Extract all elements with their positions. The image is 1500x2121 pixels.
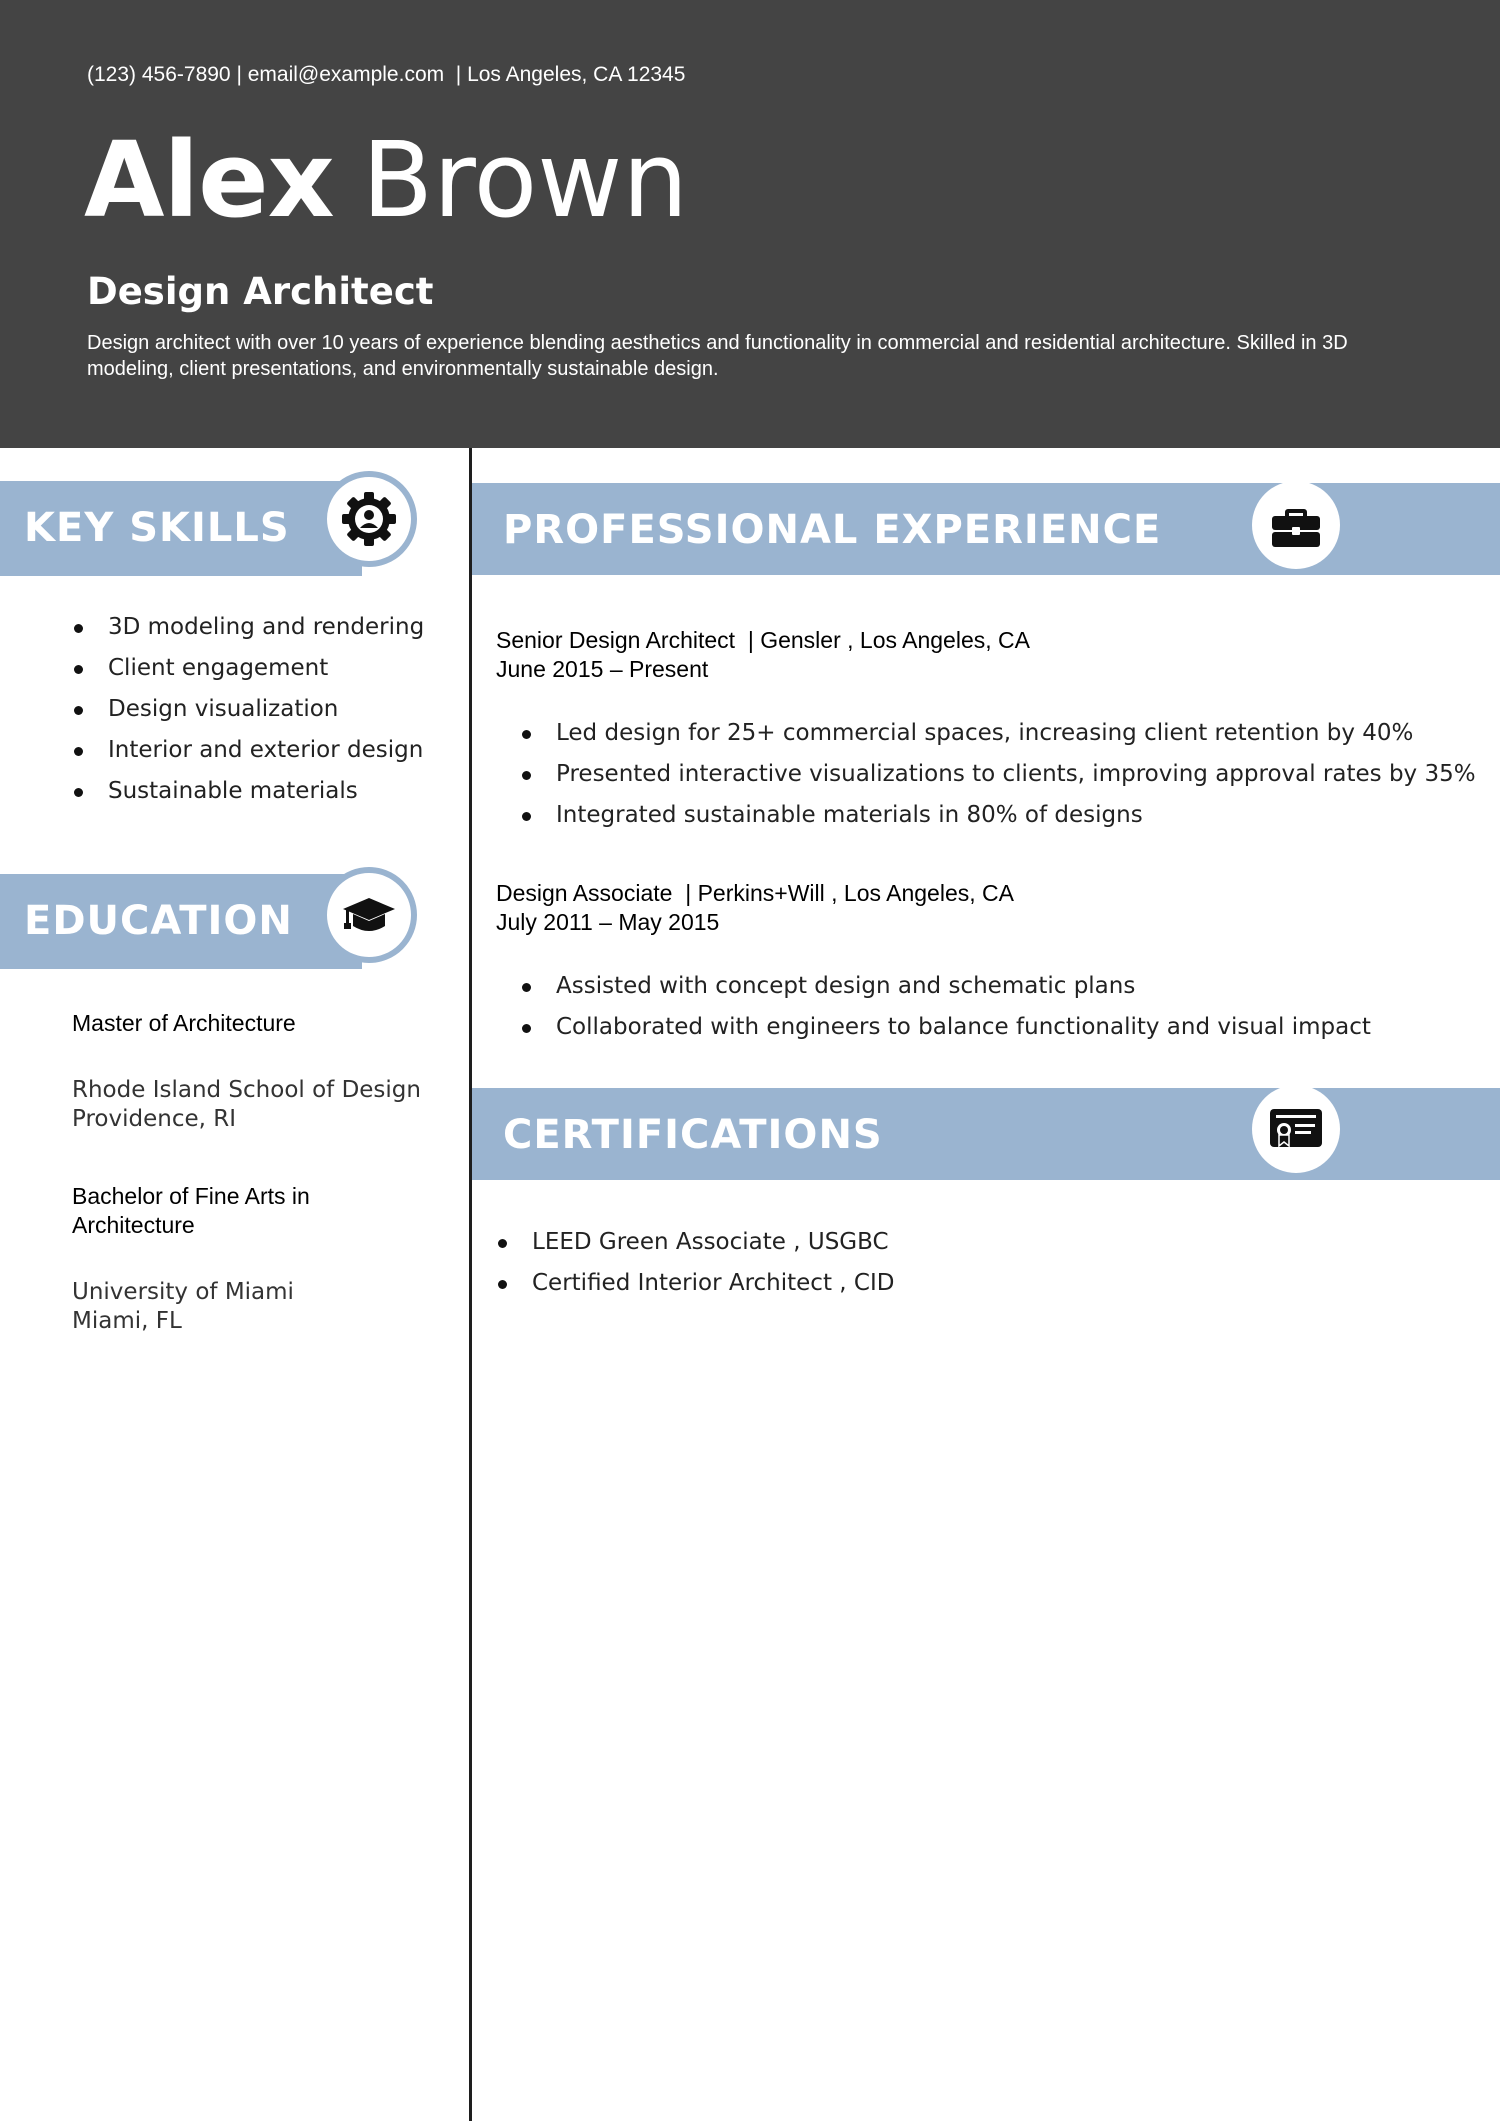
job-dates: June 2015 – Present [496, 656, 709, 682]
job-title: Design Architect [87, 270, 434, 313]
education-icon-badge [321, 867, 417, 963]
list-item: Led design for 25+ commercial spaces, increasing client retention by 40% [520, 713, 1476, 754]
education-entry-school [72, 1076, 421, 1134]
list-item: Design visualization [72, 689, 424, 730]
list-item: 3D modeling and rendering [72, 607, 424, 648]
professional-summary: Design architect with over 10 years of experience blending aesthetics and functionality in commercial and residential architecture. Skilled in 3D modeling, client presentations, and environmentally sustainable design. [87, 332, 1348, 380]
contact-line: (123) 456-7890 | email@example.com | Los Angeles, CA 12345 [87, 63, 686, 86]
certificate-icon [1267, 1100, 1325, 1158]
school-name: Rhode Island School of Design [72, 1077, 421, 1103]
column-divider [469, 448, 472, 2121]
list-item: Sustainable materials [72, 771, 424, 812]
degree-name: Bachelor of Fine Arts in Architecture [72, 1183, 310, 1238]
certifications-heading: CERTIFICATIONS [503, 1112, 883, 1158]
education-banner [0, 874, 362, 969]
job-title-line: Design Associate | Perkins+Will , Los Angeles, CA [496, 880, 1014, 906]
resume-header [0, 0, 1500, 448]
first-name: Alex [84, 119, 334, 241]
job-dates: July 2011 – May 2015 [496, 909, 720, 935]
education-entry [72, 1009, 296, 1038]
skills-list [72, 607, 424, 812]
candidate-name [84, 119, 689, 241]
school-location: Providence, RI [72, 1106, 236, 1132]
school-name: University of Miami [72, 1279, 294, 1305]
list-item: Integrated sustainable materials in 80% of designs [520, 795, 1476, 836]
experience-banner [472, 483, 1500, 575]
certifications-icon-badge [1252, 1085, 1340, 1173]
list-item: Certified Interior Architect , CID [496, 1263, 894, 1304]
list-item: Assisted with concept design and schematic plans [520, 966, 1371, 1007]
job-title-line: Senior Design Architect | Gensler , Los Angeles, CA [496, 627, 1030, 653]
job-bullets [520, 966, 1371, 1048]
briefcase-icon [1268, 497, 1324, 553]
list-item: Client engagement [72, 648, 424, 689]
gear-icon [338, 488, 400, 550]
experience-heading: PROFESSIONAL EXPERIENCE [503, 507, 1162, 553]
last-name: Brown [361, 119, 689, 241]
list-item: Interior and exterior design [72, 730, 424, 771]
graduation-cap-icon [340, 886, 398, 944]
education-heading: EDUCATION [24, 898, 293, 944]
certifications-banner [472, 1088, 1500, 1180]
degree-name: Master of Architecture [72, 1010, 296, 1036]
education-entry-school [72, 1278, 294, 1336]
list-item: Presented interactive visualizations to clients, improving approval rates by 35% [520, 754, 1476, 795]
certifications-list [496, 1222, 894, 1304]
key-skills-icon-badge [321, 471, 417, 567]
key-skills-heading: KEY SKILLS [24, 505, 290, 551]
list-item: Collaborated with engineers to balance functionality and visual impact [520, 1007, 1371, 1048]
school-location: Miami, FL [72, 1308, 182, 1334]
key-skills-banner [0, 481, 362, 576]
job-bullets [520, 713, 1476, 836]
experience-icon-badge [1252, 481, 1340, 569]
list-item: LEED Green Associate , USGBC [496, 1222, 894, 1263]
education-entry [72, 1182, 392, 1240]
